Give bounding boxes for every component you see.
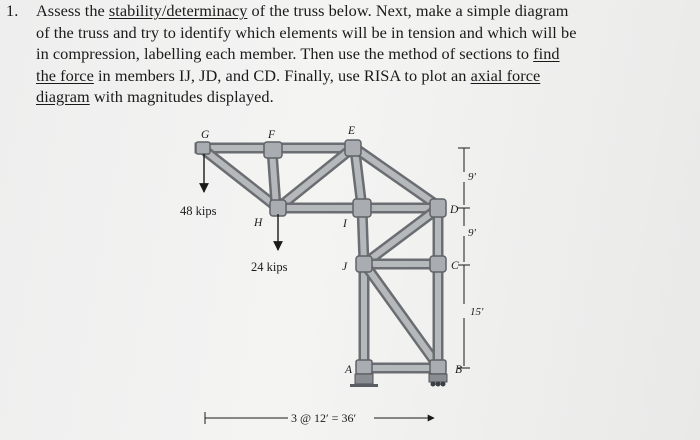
problem-line-5: diagram with magnitudes displayed.: [36, 87, 274, 106]
node-label-H: H: [254, 217, 263, 229]
member-JD: [364, 210, 436, 264]
node-label-B: B: [455, 364, 463, 376]
node-label-A: A: [345, 364, 353, 376]
term-find: find: [533, 44, 560, 63]
node-label-J: J: [342, 261, 348, 273]
joint-I: [353, 199, 371, 217]
joint-B: [430, 360, 446, 374]
term-stability-determinacy: stability/determinacy: [108, 1, 248, 20]
node-label-C: C: [451, 260, 459, 272]
joint-G: [196, 142, 210, 154]
joint-D: [430, 199, 446, 217]
joint-A: [356, 360, 372, 374]
member-ED: [355, 148, 438, 206]
problem-line-1: 1. Assess the stability/determinacy of the truss below. Next, make a simple diagram: [6, 1, 569, 20]
node-label-F: F: [268, 129, 276, 141]
problem-line-3: in compression, labelling each member. Then use the method of sections to find: [36, 44, 560, 63]
joint-H: [270, 200, 286, 216]
term-the-force: the force: [36, 65, 94, 85]
support-B: [429, 374, 447, 387]
problem-number: 1.: [6, 1, 19, 20]
support-A: [350, 374, 378, 387]
load-label-24-kips: 24 kips: [251, 260, 288, 274]
truss-members: [200, 148, 438, 368]
joint-E: [345, 140, 361, 156]
dim-label-bottom-15ft: 15': [470, 306, 484, 318]
joint-C: [430, 256, 446, 272]
node-label-G: G: [201, 129, 210, 141]
dim-label-width: 3 @ 12′ = 36′: [291, 411, 357, 425]
term-axial-force: axial force: [470, 65, 541, 85]
load-label-48-kips: 48 kips: [180, 204, 217, 218]
problem-line-2: of the truss and try to identify which elements will be in tension and which will be: [36, 22, 577, 42]
dim-label-top-9ft: 9': [468, 171, 476, 183]
problem-line-4: the force in members IJ, JD, and CD. Finally, use RISA to plot an axial force: [36, 65, 541, 85]
node-label-D: D: [450, 204, 459, 216]
dim-label-mid-9ft: 9': [468, 227, 476, 239]
joint-J: [356, 256, 372, 272]
term-diagram: diagram: [36, 87, 90, 106]
joint-F: [264, 142, 282, 158]
member-JB: [366, 266, 438, 366]
node-label-I: I: [343, 218, 347, 230]
member-HE: [278, 150, 350, 208]
node-label-E: E: [348, 125, 356, 137]
